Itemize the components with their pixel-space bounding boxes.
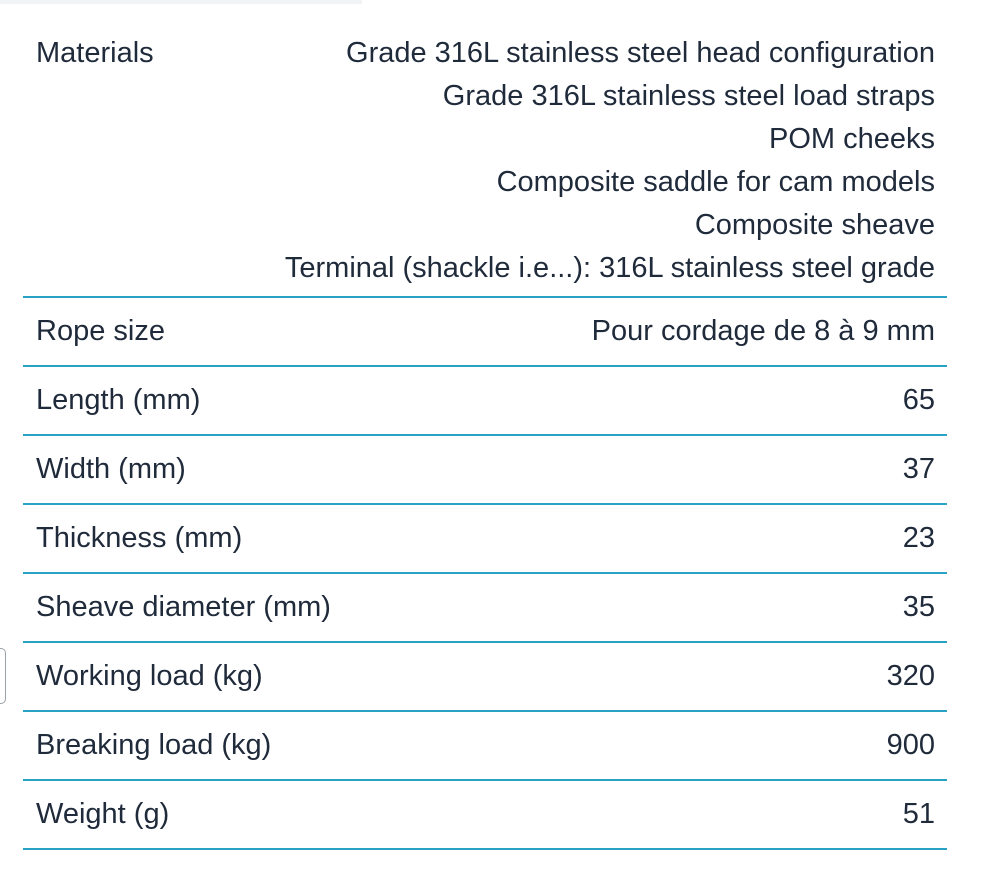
material-line-6: Terminal (shackle i.e...): 316L stainless steel grade [284, 252, 935, 284]
material-line-4: Composite saddle for cam models [496, 166, 935, 198]
weight-value: 51 [902, 798, 935, 830]
material-line-3: POM cheeks [769, 123, 935, 155]
sheave-diameter-label: Sheave diameter (mm) [36, 591, 331, 623]
working-load-label: Working load (kg) [36, 660, 263, 692]
material-line-5: Composite sheave [694, 209, 935, 241]
working-load-row [23, 643, 947, 712]
breaking-load-label: Breaking load (kg) [36, 729, 272, 761]
rope-size-label: Rope size [36, 315, 165, 347]
working-load-value: 320 [886, 660, 935, 692]
width-label: Width (mm) [36, 453, 186, 485]
length-row [23, 367, 947, 436]
thickness-row [23, 505, 947, 574]
width-value: 37 [902, 453, 935, 485]
weight-row [23, 781, 947, 850]
rope-size-row [23, 298, 947, 367]
length-label: Length (mm) [36, 384, 201, 416]
sheave-diameter-value: 35 [902, 591, 935, 623]
width-row [23, 436, 947, 505]
sheave-diameter-row [23, 574, 947, 643]
materials-label: Materials [36, 37, 154, 69]
weight-label: Weight (g) [36, 798, 170, 830]
top-strip [0, 0, 362, 4]
breaking-load-value: 900 [886, 729, 935, 761]
thickness-value: 23 [902, 522, 935, 554]
material-line-2: Grade 316L stainless steel load straps [442, 80, 935, 112]
specifications-table [23, 26, 947, 850]
rope-size-value: Pour cordage de 8 à 9 mm [591, 315, 935, 347]
material-line-1: Grade 316L stainless steel head configuration [346, 37, 935, 69]
left-edge-handle[interactable] [0, 648, 6, 704]
breaking-load-row [23, 712, 947, 781]
thickness-label: Thickness (mm) [36, 522, 243, 554]
materials-row [23, 26, 947, 298]
materials-values [285, 32, 947, 290]
length-value: 65 [902, 384, 935, 416]
